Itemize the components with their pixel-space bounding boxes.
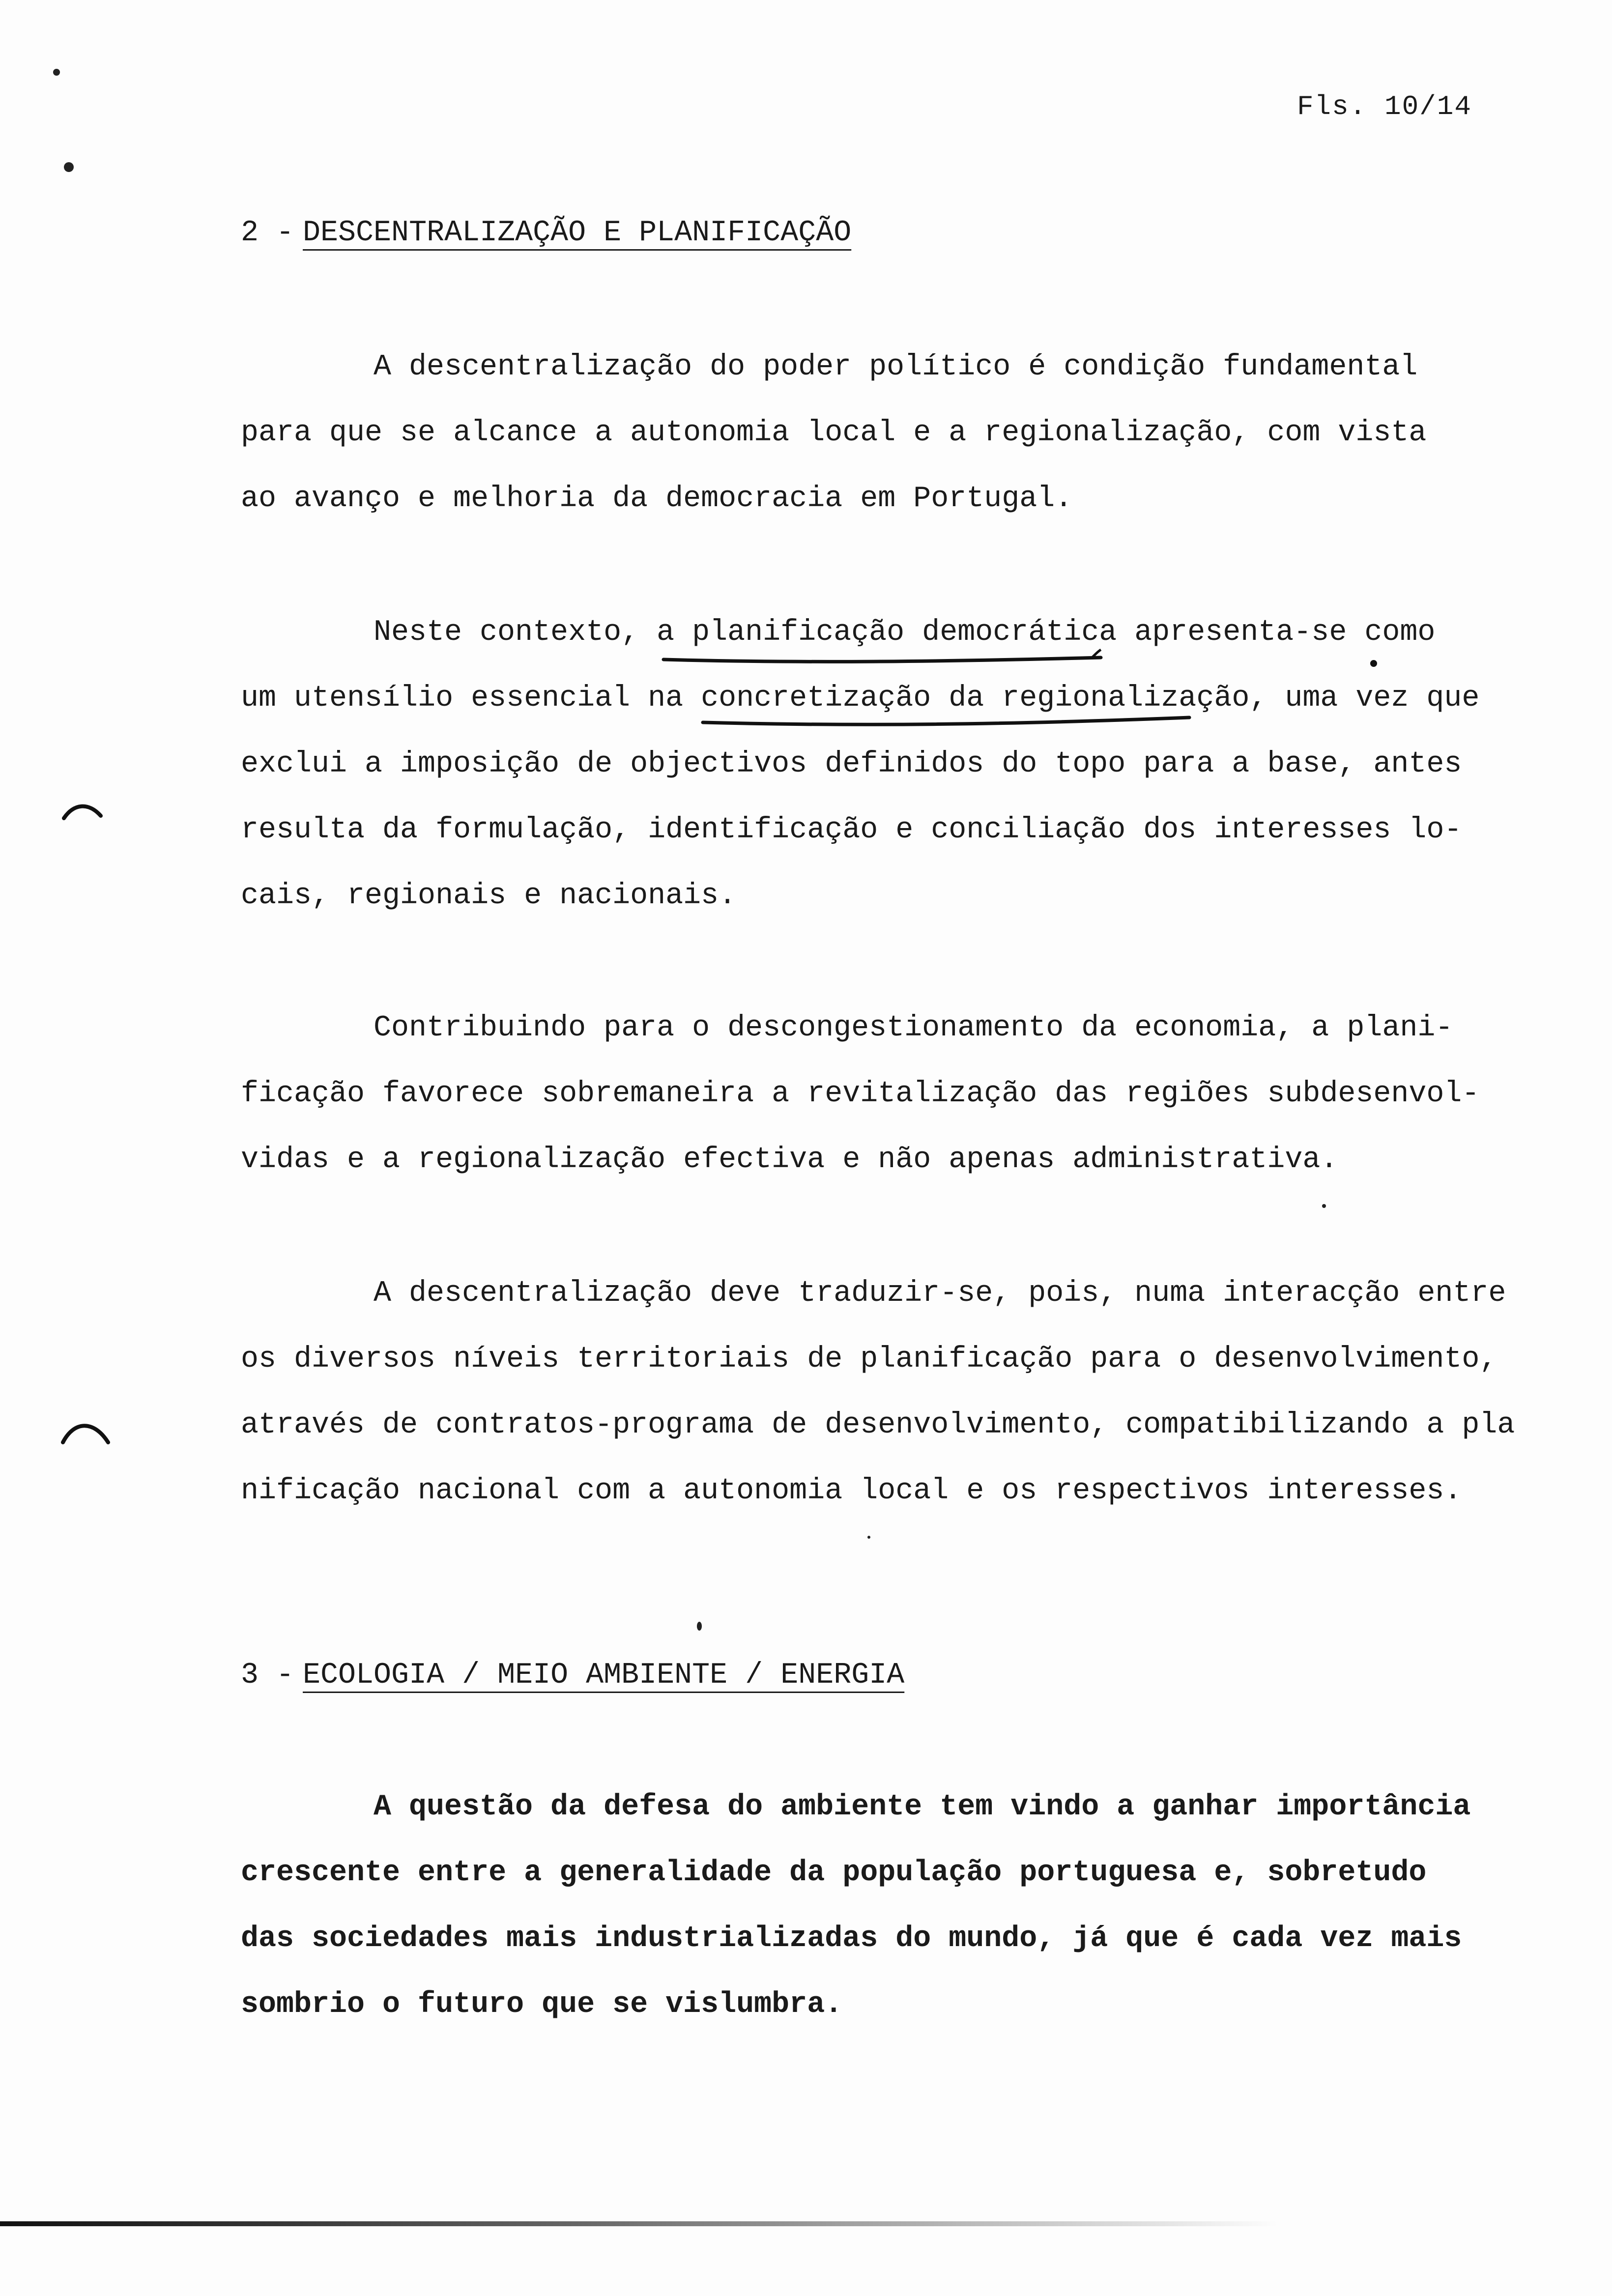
section-2-paragraph-3 [241, 995, 1480, 1193]
scan-speck [697, 1622, 702, 1631]
paragraph-line: sombrio o futuro que se vislumbra. [241, 1988, 843, 2021]
paragraph-line: resulta da formulação, identificação e conciliação dos interesses lo- [241, 813, 1462, 847]
paragraph-line: nificação nacional com a autonomia local e os respectivos interesses. [241, 1474, 1462, 1508]
scan-speck [53, 69, 60, 76]
section-2-heading [241, 216, 851, 250]
paragraph-line: os diversos níveis territoriais de planificação para o desenvolvimento, [241, 1343, 1497, 1376]
section-2-paragraph-4 [241, 1261, 1515, 1524]
page-number: Fls. 10/14 [1296, 91, 1472, 122]
paragraph-line: através de contratos-programa de desenvolvimento, compatibilizando a pla [241, 1408, 1515, 1442]
scan-speck [1322, 1204, 1326, 1208]
paragraph-line: crescente entre a generalidade da população portuguesa e, sobretudo [241, 1856, 1427, 1890]
section-2-number: 2 - [241, 216, 294, 250]
paragraph-line: ao avanço e melhoria da democracia em Portugal. [241, 482, 1073, 516]
paragraph-line: Contribuindo para o descongestionamento da economia, a plani- [374, 1011, 1453, 1045]
scan-bottom-edge [0, 2221, 1278, 2226]
paragraph-line: Neste contexto, a planificação democrática apresenta-se como [374, 616, 1436, 649]
scan-speck [64, 162, 74, 172]
paragraph-line: para que se alcance a autonomia local e a regionalização, com vista [241, 416, 1427, 450]
paragraph-line: um utensílio essencial na concretização da regionalização, uma vez que [241, 682, 1480, 715]
paragraph-line: exclui a imposição de objectivos definidos do topo para a base, antes [241, 747, 1462, 781]
paragraph-line: vidas e a regionalização efectiva e não apenas administrativa. [241, 1143, 1338, 1177]
paragraph-line: cais, regionais e nacionais. [241, 879, 737, 913]
section-2-paragraph-1 [241, 334, 1440, 532]
section-3-number: 3 - [241, 1659, 294, 1692]
paragraph-line: ficação favorece sobremaneira a revitalização das regiões subdesenvol- [241, 1077, 1480, 1111]
section-2-title: DESCENTRALIZAÇÃO E PLANIFICAÇÃO [303, 216, 852, 250]
margin-mark-icon [59, 1415, 113, 1450]
section-2-paragraph-2 [241, 600, 1480, 929]
paragraph-line: das sociedades mais industrializadas do mundo, já que é cada vez mais [241, 1922, 1462, 1955]
section-3-paragraph-1 [241, 1774, 1471, 2038]
paragraph-line: A descentralização deve traduzir-se, pois, numa interacção entre [374, 1277, 1506, 1310]
section-3-heading [241, 1659, 904, 1692]
margin-mark-icon [59, 796, 108, 826]
scan-speck [867, 1536, 870, 1539]
paragraph-line: A descentralização do poder político é condição fundamental [374, 350, 1418, 384]
paragraph-line: A questão da defesa do ambiente tem vindo a ganhar importância [374, 1790, 1471, 1824]
section-3-title: ECOLOGIA / MEIO AMBIENTE / ENERGIA [303, 1659, 905, 1692]
